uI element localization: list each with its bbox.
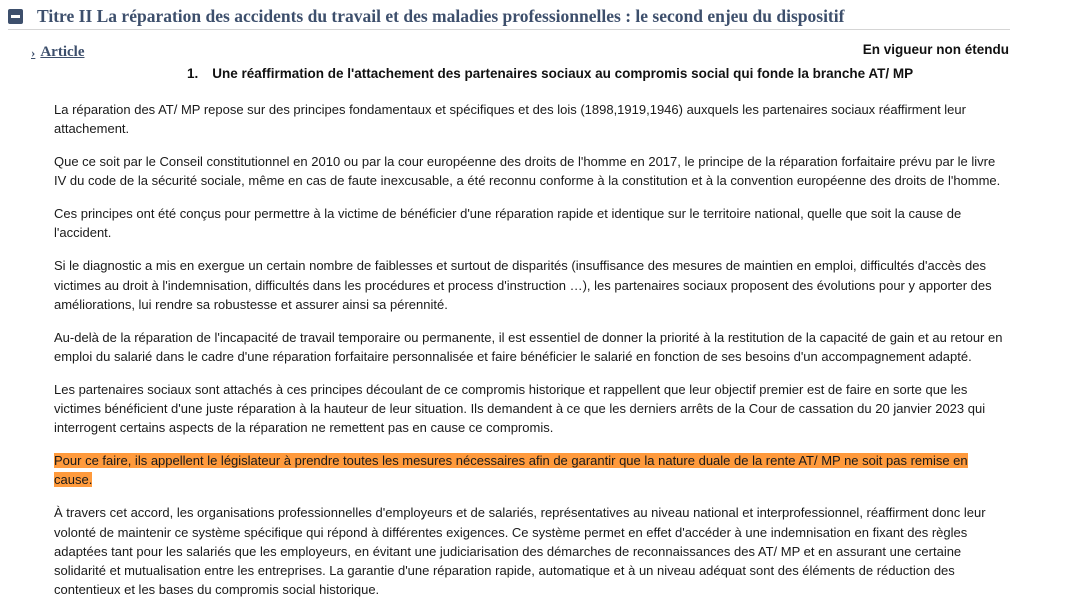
- article-link[interactable]: [31, 44, 84, 61]
- article-content: [54, 100, 1009, 613]
- section-title: Titre II La réparation des accidents du travail et des maladies professionnelles : le second enjeu du dispositif: [37, 5, 845, 26]
- status-text: En vigueur non étendu: [862, 42, 1009, 57]
- paragraph: Ces principes ont été conçus pour permettre à la victime de bénéficier d'une réparation rapide et identique sur le territoire national, quelle que soit la cause de l'accident.: [54, 206, 962, 241]
- paragraph: Que ce soit par le Conseil constitutionnel en 2010 ou par la cour européenne des droits de l'homme en 2017, le principe de la réparation forfaitaire prévu par le livre IV du code de la sécurité sociale, même en cas de faute inexcusable, a été reconnu conforme à la constitution et à la convention européenne des droits de l'homme.: [54, 154, 1001, 189]
- paragraph: Les partenaires sociaux sont attachés à ces principes découlant de ce compromis historique et rappellent que leur objectif premier est de faire en sorte que les victimes bénéficient d'une juste réparation à la hauteur de leur situation. Ils demandent à ce que les derniers arrêts de la Cour de cassation du 20 janvier 2023 qui interrogent certains aspects de la réparation ne remettent pas en cause ce compromis.: [54, 381, 986, 436]
- minus-square-icon[interactable]: [8, 9, 23, 24]
- highlighted-text: Pour ce faire, ils appellent le législateur à prendre toutes les mesures nécessaires afin de garantir que la nature duale de la rente AT/ MP ne soit pas remise en cause.: [54, 453, 968, 488]
- highlighted-paragraph: [54, 451, 1009, 490]
- heading-text: Une réaffirmation de l'attachement des partenaires sociaux au compromis social qui fonde la branche AT/ MP: [212, 66, 914, 81]
- paragraph: Si le diagnostic a mis en exergue un certain nombre de faiblesses et surtout de disparités (insuffisance des mesures de maintien en emploi, difficultés d'accès des victimes au droit à l'indemnisation, difficultés dans les procédures et process d'instruction …), les partenaires sociaux proposent des évolutions pour y apporter des améliorations, lui rendre sa robustesse et assurer ainsi sa pérennité.: [54, 258, 992, 312]
- article-link-label: Article: [40, 44, 85, 60]
- section-title-bar: [8, 3, 1010, 30]
- heading-number: 1.: [187, 66, 199, 81]
- paragraph: La réparation des AT/ MP repose sur des principes fondamentaux et spécifiques et des lois (1898,1919,1946) auxquels les partenaires sociaux réaffirment leur attachement.: [54, 102, 966, 137]
- chevron-right-icon: ›: [31, 44, 36, 60]
- article-heading: [187, 66, 913, 81]
- paragraph: À travers cet accord, les organisations professionnelles d'employeurs et de salariés, représentatives au niveau national et interprofessionnel, réaffirment donc leur volonté de maintenir ce système spécifique qui répond à différentes exigences. Ce système permet en effet d'accéder à une indemnisation en fixant des règles adaptées tant pour les salariés que les employeurs, en évitant une judiciarisation des démarches de reconnaissances des AT/ MP et en assurant une certaine solidarité et mutualisation entre les entreprises. La garantie d'une réparation rapide, automatique et à un niveau adéquat sont des éléments de réduction des contentieux et les bases du compromis social historique.: [54, 505, 986, 598]
- paragraph: Au-delà de la réparation de l'incapacité de travail temporaire ou permanente, il est essentiel de donner la priorité à la restitution de la capacité de gain et au retour en emploi du salarié dans le cadre d'une réparation forfaitaire personnalisée et faire bénéficier le salarié en fonction de ses besoins d'un accompagnement adapté.: [54, 329, 1003, 364]
